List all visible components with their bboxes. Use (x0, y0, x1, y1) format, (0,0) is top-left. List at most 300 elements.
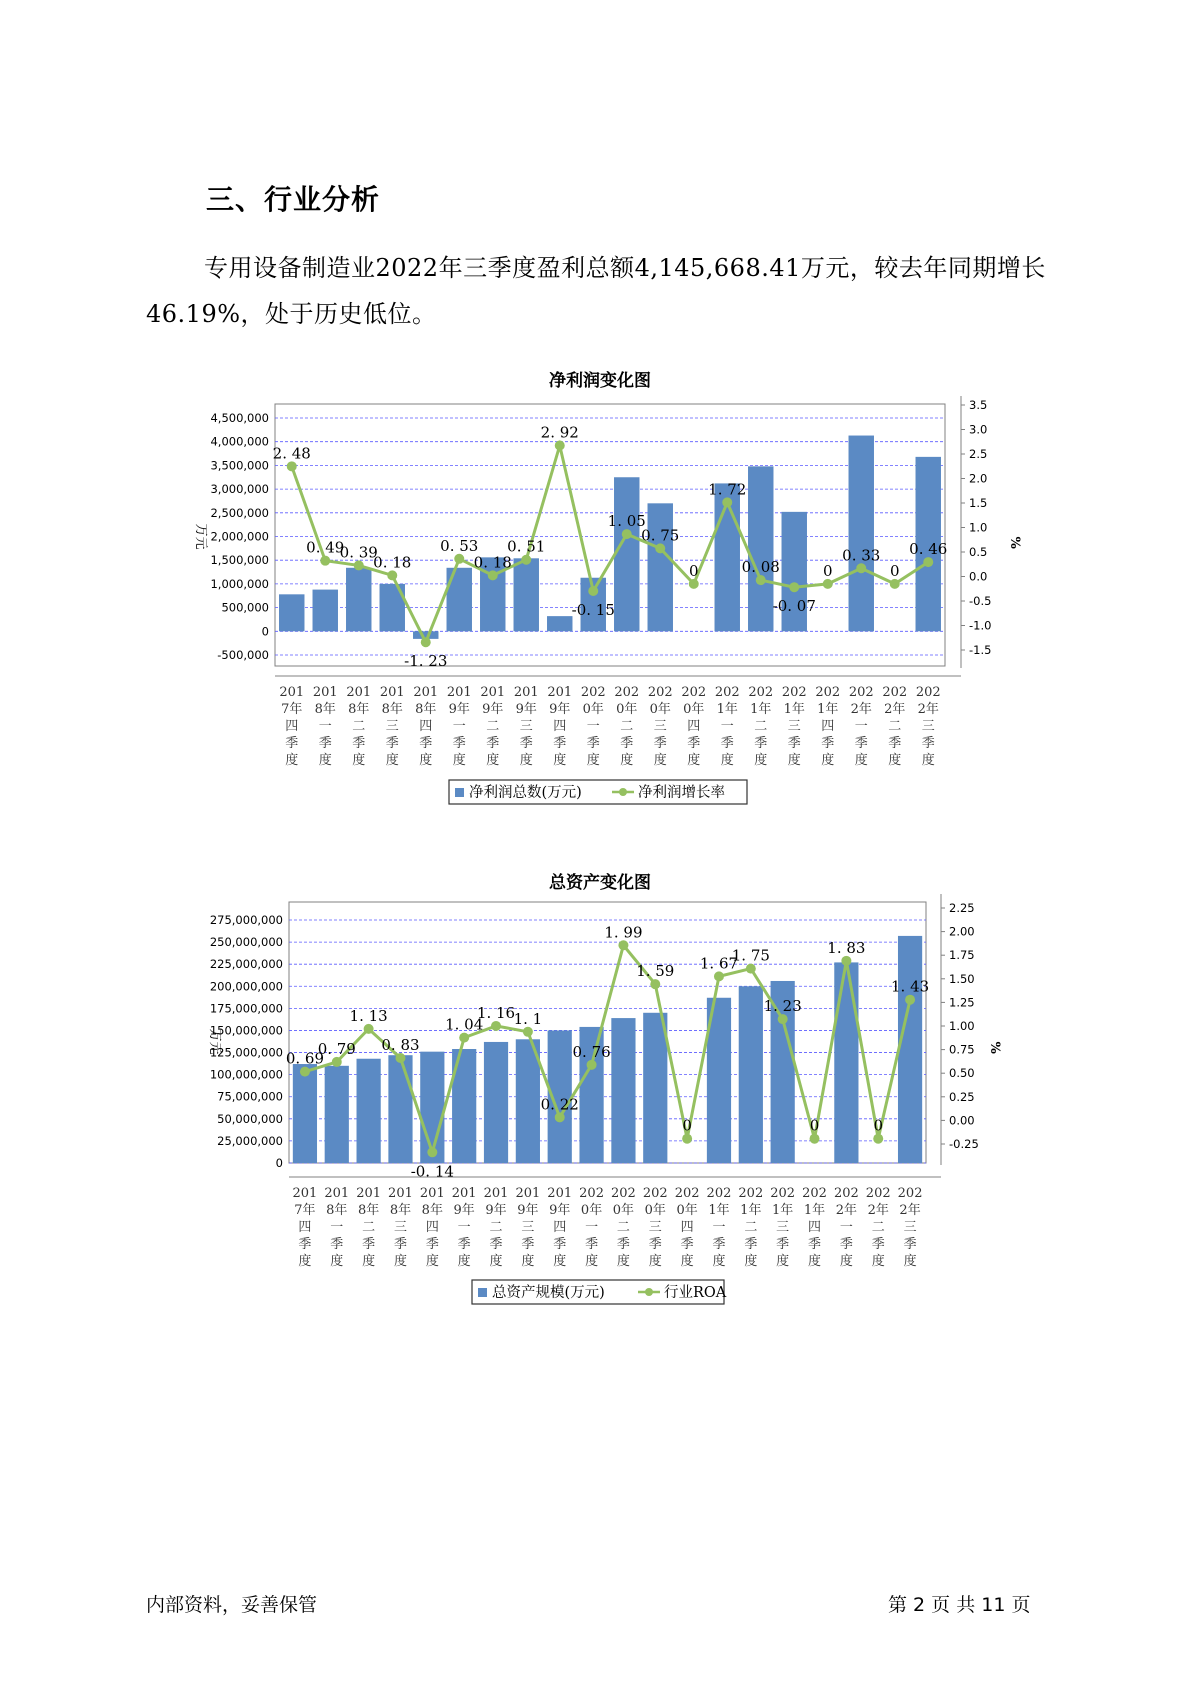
data-label: 0. 69 (285, 1049, 325, 1068)
category-label: 202 (802, 1186, 827, 1201)
category-label: 度 (776, 1254, 790, 1269)
category-label: 9年 (485, 1203, 507, 1218)
category-label: 1年 (772, 1203, 794, 1218)
category-label: 度 (787, 753, 801, 768)
category-label: 季 (720, 736, 734, 751)
data-label: 1. 16 (476, 1003, 516, 1022)
y2-tick-label: 0.50 (949, 1066, 975, 1081)
category-label: 8年 (415, 702, 437, 717)
category-label: 度 (653, 753, 667, 768)
data-label: 0. 22 (540, 1095, 579, 1114)
category-label: 度 (425, 1254, 439, 1269)
bar (484, 1042, 508, 1163)
category-label: 度 (888, 753, 902, 768)
y2-tick-label: -0.5 (969, 594, 992, 608)
y-tick-label: 100,000,000 (209, 1067, 283, 1082)
category-label: 季 (871, 1237, 885, 1252)
category-label: 1年 (783, 702, 805, 717)
category-label: 201 (515, 1186, 541, 1201)
line-point (873, 1134, 883, 1144)
footer-left: 内部资料，妥善保管 (146, 1594, 318, 1616)
data-label: 2. 48 (272, 444, 311, 463)
category-label: 9年 (515, 702, 537, 717)
category-label: 度 (821, 753, 835, 768)
y2-tick-label: 0.0 (969, 569, 988, 584)
category-label: 季 (521, 1237, 535, 1252)
category-label: 季 (712, 1237, 726, 1252)
category-label: 8年 (348, 702, 370, 717)
category-label: 度 (903, 1254, 917, 1269)
y-tick-label: 2,000,000 (210, 529, 269, 544)
category-label: 一 (586, 719, 600, 734)
y-tick-label: 125,000,000 (209, 1045, 283, 1060)
data-label: 1. 72 (708, 480, 747, 499)
category-label: 二 (486, 719, 500, 734)
line-point (332, 1057, 342, 1067)
category-label: 9年 (453, 1203, 475, 1218)
category-label: 一 (318, 719, 332, 734)
category-label: 四 (425, 1220, 439, 1235)
category-label: 201 (547, 1186, 573, 1201)
line-point (587, 1060, 597, 1070)
line-point (682, 1134, 692, 1144)
data-label: -1. 23 (404, 652, 448, 671)
data-label: 1. 23 (763, 997, 802, 1016)
line-point (555, 1112, 565, 1122)
data-label: -0. 07 (772, 597, 816, 616)
category-label: 0年 (644, 1203, 666, 1218)
category-label: 二 (489, 1220, 503, 1235)
category-label: 季 (425, 1237, 439, 1252)
y-tick-label: 500,000 (221, 600, 269, 615)
bar (357, 1059, 381, 1163)
legend-line-label: 净利润增长率 (638, 785, 725, 801)
category-label: 201 (279, 685, 305, 700)
category-label: 三 (385, 719, 399, 734)
category-label: 度 (419, 753, 433, 768)
category-label: 202 (614, 685, 640, 700)
category-label: 201 (547, 685, 573, 700)
line-point (459, 1033, 469, 1043)
data-label: 0. 18 (473, 553, 512, 572)
data-label: 1. 04 (445, 1015, 484, 1034)
category-label: 度 (362, 1254, 376, 1269)
y-tick-label: -500,000 (217, 648, 269, 662)
data-label: 0 (809, 1116, 820, 1135)
category-label: 度 (318, 753, 332, 768)
category-label: 201 (312, 685, 338, 700)
y-tick-label: 2,500,000 (210, 505, 269, 520)
y2-axis-title: % (1007, 536, 1022, 549)
data-label: 0. 75 (641, 526, 680, 545)
category-label: 四 (553, 719, 567, 734)
category-label: 9年 (517, 1203, 539, 1218)
data-label: -0. 14 (410, 1162, 454, 1181)
line-point (523, 1027, 533, 1037)
category-label: 二 (362, 1220, 376, 1235)
category-label: 9年 (549, 1203, 571, 1218)
data-label: 1. 75 (731, 946, 770, 965)
category-label: 1年 (740, 1203, 762, 1218)
category-label: 202 (781, 685, 807, 700)
chart2-title: 总资产变化图 (549, 873, 651, 893)
category-label: 季 (648, 1237, 662, 1252)
category-label: 度 (393, 1254, 407, 1269)
category-label: 三 (519, 719, 533, 734)
category-label: 度 (330, 1254, 344, 1269)
category-label: 201 (451, 1186, 477, 1201)
category-label: 度 (808, 1254, 822, 1269)
category-label: 四 (298, 1220, 312, 1235)
y2-tick-label: 1.75 (949, 948, 975, 963)
bar (643, 1013, 667, 1163)
category-label: 季 (903, 1237, 917, 1252)
category-label: 二 (620, 719, 634, 734)
category-label: 季 (787, 736, 801, 751)
bar (611, 1018, 635, 1163)
category-label: 度 (744, 1254, 758, 1269)
category-label: 四 (687, 719, 701, 734)
data-label: 1. 13 (349, 1006, 388, 1025)
category-label: 季 (586, 736, 600, 751)
category-label: 季 (419, 736, 433, 751)
category-label: 201 (480, 685, 506, 700)
y2-tick-label: 0.5 (969, 545, 988, 559)
y-axis-title: 万元 (193, 523, 208, 550)
category-label: 季 (318, 736, 332, 751)
y2-axis-title: % (987, 1041, 1002, 1054)
y-tick-label: 3,500,000 (210, 458, 269, 473)
data-label: 1. 99 (604, 923, 643, 942)
category-label: 季 (653, 736, 667, 751)
y-tick-label: 275,000,000 (209, 913, 283, 927)
y2-tick-label: -0.25 (949, 1137, 979, 1151)
legend-bar-swatch (478, 1288, 487, 1297)
category-label: 季 (888, 736, 902, 751)
y2-tick-label: 2.5 (969, 447, 988, 461)
category-label: 201 (413, 685, 439, 700)
category-label: 1年 (803, 1203, 826, 1218)
category-label: 季 (285, 736, 299, 751)
legend-line-marker (645, 1288, 653, 1296)
y2-tick-label: 2.25 (949, 901, 975, 915)
line-point (491, 1021, 501, 1031)
category-label: 季 (352, 736, 366, 751)
category-label: 202 (848, 685, 874, 700)
y-tick-label: 0 (275, 1156, 283, 1170)
category-label: 季 (839, 1237, 853, 1252)
category-label: 季 (457, 1237, 471, 1252)
data-label: -0. 15 (571, 601, 615, 620)
category-label: 8年 (314, 702, 336, 717)
data-label: 0 (889, 561, 900, 580)
category-label: 度 (452, 753, 466, 768)
y2-tick-label: 1.5 (969, 496, 988, 510)
category-label: 三 (648, 1220, 662, 1235)
category-label: 1年 (716, 702, 738, 717)
category-label: 201 (446, 685, 472, 700)
category-label: 一 (457, 1220, 471, 1235)
category-label: 202 (865, 1186, 891, 1201)
category-label: 度 (712, 1254, 726, 1269)
category-label: 一 (854, 719, 868, 734)
category-label: 度 (553, 1254, 567, 1269)
category-label: 202 (611, 1186, 636, 1201)
category-label: 二 (754, 719, 768, 734)
data-label: 0 (688, 561, 699, 580)
data-label: 1. 1 (513, 1009, 543, 1028)
category-label: 202 (915, 685, 941, 700)
data-label: 0. 39 (339, 543, 378, 562)
category-label: 度 (385, 753, 399, 768)
category-label: 1年 (708, 1203, 730, 1218)
category-label: 二 (616, 1220, 630, 1235)
category-label: 2年 (867, 1203, 889, 1218)
data-label: 0. 18 (373, 553, 412, 572)
category-label: 一 (585, 1220, 599, 1235)
y2-tick-label: 3.0 (969, 422, 988, 437)
y-tick-label: 50,000,000 (217, 1111, 283, 1126)
y2-tick-label: 0.75 (949, 1042, 975, 1057)
category-label: 季 (754, 736, 768, 751)
category-label: 季 (616, 1237, 630, 1252)
y2-tick-label: 1.50 (949, 971, 975, 986)
category-label: 202 (714, 685, 740, 700)
category-label: 季 (519, 736, 533, 751)
category-label: 一 (452, 719, 466, 734)
category-label: 度 (521, 1254, 535, 1269)
category-label: 季 (298, 1237, 312, 1252)
y-tick-label: 25,000,000 (217, 1133, 283, 1148)
category-label: 季 (821, 736, 835, 751)
category-label: 一 (720, 719, 734, 734)
category-label: 8年 (326, 1203, 348, 1218)
category-label: 四 (419, 719, 433, 734)
category-label: 季 (585, 1237, 599, 1252)
y-tick-label: 1,000,000 (210, 576, 269, 591)
category-label: 度 (854, 753, 868, 768)
bar (898, 936, 922, 1163)
data-label: 0. 83 (381, 1036, 420, 1055)
line-point (300, 1067, 310, 1077)
data-label: 0 (822, 561, 833, 580)
category-label: 度 (298, 1254, 312, 1269)
line-point (650, 979, 660, 989)
category-label: 度 (680, 1254, 694, 1269)
line-point (905, 995, 915, 1005)
category-label: 三 (921, 719, 935, 734)
data-label: 0. 76 (572, 1042, 611, 1061)
category-label: 度 (519, 753, 533, 768)
bar (325, 1066, 349, 1163)
category-label: 季 (680, 1237, 694, 1252)
data-label: 1. 67 (699, 954, 739, 973)
line-point (810, 1134, 820, 1144)
category-label: 季 (393, 1237, 407, 1252)
data-label: 0. 79 (317, 1039, 356, 1058)
category-label: 0年 (580, 1203, 603, 1218)
y2-tick-label: 1.25 (949, 995, 975, 1010)
line-point (427, 1147, 437, 1157)
category-label: 2年 (899, 1203, 921, 1218)
category-label: 8年 (389, 1203, 412, 1218)
category-label: 2年 (850, 702, 872, 717)
category-label: 202 (674, 1186, 700, 1201)
category-label: 季 (921, 736, 935, 751)
category-label: 二 (744, 1220, 758, 1235)
category-label: 201 (483, 1186, 509, 1201)
category-label: 二 (871, 1220, 885, 1235)
category-label: 202 (580, 685, 606, 700)
category-label: 9年 (482, 702, 504, 717)
category-label: 四 (680, 1220, 694, 1235)
category-label: 7年 (281, 702, 303, 717)
category-label: 度 (489, 1254, 503, 1269)
category-label: 201 (388, 1186, 413, 1201)
category-label: 201 (356, 1186, 382, 1201)
line-point (395, 1053, 405, 1063)
y-tick-label: 250,000,000 (209, 935, 283, 950)
category-label: 季 (486, 736, 500, 751)
category-label: 三 (903, 1220, 917, 1235)
bar (739, 986, 763, 1163)
y-tick-label: 4,000,000 (210, 434, 269, 449)
category-label: 季 (687, 736, 701, 751)
y2-tick-label: -1.5 (969, 643, 992, 657)
category-label: 度 (553, 753, 567, 768)
category-label: 二 (888, 719, 902, 734)
category-label: 201 (346, 685, 372, 700)
data-label: 0. 51 (507, 537, 546, 556)
line-point (841, 956, 851, 966)
category-label: 四 (821, 719, 835, 734)
chart1-title: 净利润变化图 (549, 371, 651, 391)
legend-line-label: 行业ROA (664, 1285, 727, 1301)
footer-right: 第 2 页 共 11 页 (888, 1594, 1031, 1616)
category-label: 0年 (676, 1203, 698, 1218)
category-label: 8年 (421, 1203, 443, 1218)
category-label: 四 (285, 719, 299, 734)
category-label: 202 (579, 1186, 604, 1201)
category-label: 季 (489, 1237, 503, 1252)
y2-tick-label: 2.00 (949, 924, 975, 939)
category-label: 1年 (750, 702, 772, 717)
category-label: 度 (457, 1254, 471, 1269)
data-label: 0 (873, 1116, 883, 1135)
line-point (364, 1024, 374, 1034)
category-label: 202 (642, 1186, 668, 1201)
y2-tick-label: 2.0 (969, 471, 988, 486)
category-label: 0年 (616, 702, 638, 717)
category-label: 季 (362, 1237, 376, 1252)
category-label: 202 (882, 685, 908, 700)
category-label: 度 (285, 753, 299, 768)
line-point (778, 1014, 788, 1024)
category-label: 201 (379, 685, 405, 700)
y-tick-label: 150,000,000 (209, 1023, 283, 1038)
data-label: 0 (682, 1116, 692, 1135)
category-label: 202 (897, 1186, 923, 1201)
category-label: 202 (681, 685, 707, 700)
data-label: 0. 49 (306, 538, 345, 557)
category-label: 季 (385, 736, 399, 751)
category-label: 度 (486, 753, 500, 768)
y2-tick-label: 1.00 (949, 1019, 975, 1033)
y-tick-label: 225,000,000 (209, 957, 283, 972)
category-label: 2年 (884, 702, 906, 717)
category-label: 0年 (582, 702, 604, 717)
category-label: 度 (720, 753, 734, 768)
y2-tick-label: -1.0 (969, 618, 992, 633)
y-tick-label: 200,000,000 (209, 979, 283, 994)
category-label: 度 (871, 1254, 885, 1269)
y2-tick-label: 3.5 (969, 398, 988, 412)
category-label: 9年 (448, 702, 470, 717)
category-label: 度 (352, 753, 366, 768)
category-label: 三 (393, 1220, 407, 1235)
category-label: 季 (553, 1237, 567, 1252)
category-label: 0年 (683, 702, 705, 717)
y-tick-label: 4,500,000 (210, 411, 269, 425)
data-label: 0. 46 (909, 540, 948, 559)
category-label: 度 (921, 753, 935, 768)
bar (420, 1052, 444, 1163)
data-label: 2. 92 (540, 423, 579, 442)
y2-tick-label: 0.00 (949, 1113, 975, 1128)
bar (293, 1064, 317, 1163)
y2-tick-label: 1.0 (969, 520, 988, 535)
category-label: 三 (653, 719, 667, 734)
legend-bar-label: 净利润总数(万元) (469, 785, 582, 801)
category-label: 季 (744, 1237, 758, 1252)
category-label: 201 (513, 685, 539, 700)
category-label: 度 (586, 753, 600, 768)
bar (834, 962, 858, 1163)
category-label: 三 (521, 1220, 535, 1235)
y-tick-label: 175,000,000 (209, 1001, 283, 1016)
line-point (746, 964, 756, 974)
data-label: 1. 43 (890, 977, 930, 996)
category-label: 四 (553, 1220, 567, 1235)
bar (388, 1055, 412, 1163)
category-label: 四 (808, 1220, 822, 1235)
category-label: 一 (839, 1220, 853, 1235)
category-label: 202 (748, 685, 774, 700)
category-label: 季 (854, 736, 868, 751)
category-label: 季 (808, 1237, 822, 1252)
category-label: 三 (776, 1220, 790, 1235)
data-label: 1. 59 (636, 962, 675, 981)
category-label: 度 (839, 1254, 853, 1269)
category-label: 202 (815, 685, 841, 700)
data-label: 0. 53 (440, 536, 479, 555)
category-label: 度 (648, 1254, 662, 1269)
data-label: 0. 33 (842, 546, 881, 565)
category-label: 三 (787, 719, 801, 734)
line-point (618, 940, 628, 950)
category-label: 度 (754, 753, 768, 768)
category-label: 1年 (817, 702, 839, 717)
category-label: 0年 (649, 702, 671, 717)
category-label: 202 (770, 1186, 796, 1201)
category-label: 201 (292, 1186, 318, 1201)
category-label: 8年 (381, 702, 403, 717)
category-label: 202 (738, 1186, 764, 1201)
category-label: 9年 (549, 702, 571, 717)
category-label: 季 (452, 736, 466, 751)
category-label: 度 (687, 753, 701, 768)
y-tick-label: 3,000,000 (210, 482, 269, 497)
